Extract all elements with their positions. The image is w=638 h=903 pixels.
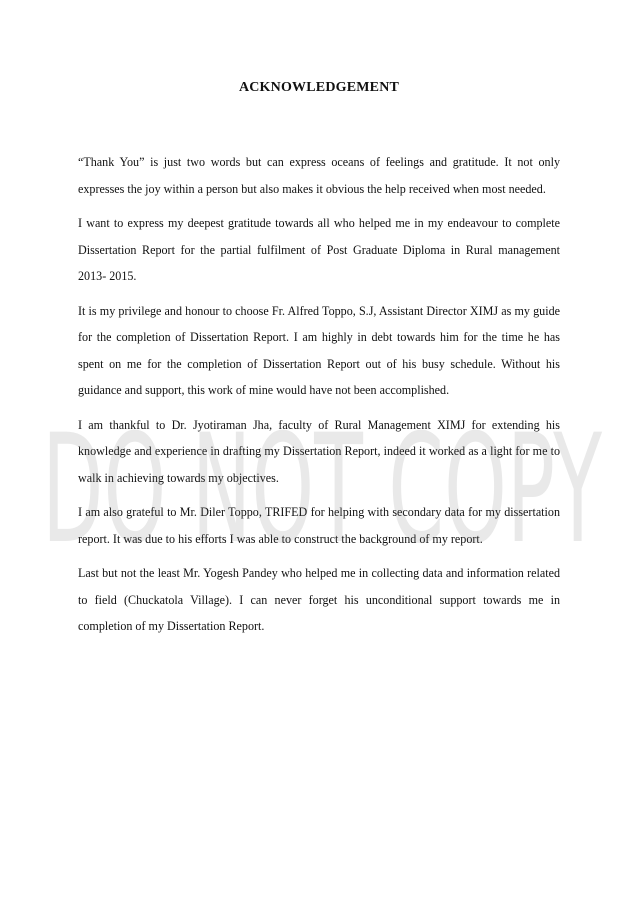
watermark-text: DO NOT COPY bbox=[42, 403, 603, 566]
paragraph-field-support: Last but not the least Mr. Yogesh Pandey who helped me in collecting data and information related to field (Chuckatola Village). I can never forget his unconditional support towards me in completion of my Dissertation Report. bbox=[78, 566, 560, 633]
acknowledgement-body bbox=[78, 149, 560, 648]
paragraph-thank-you: “Thank You” is just two words but can express oceans of feelings and gratitude. It not only expresses the joy within a person but also makes it obvious the help received when most needed. bbox=[78, 155, 560, 196]
page-title: ACKNOWLEDGEMENT bbox=[238, 80, 400, 95]
paragraph-guide: It is my privilege and honour to choose Fr. Alfred Toppo, S.J, Assistant Director XIMJ as my guide for the completion of Dissertation Report. I am highly in debt towards him for the time he has spent on me for the completion of Dissertation Report out of his busy schedule. Without his guidance and support, this work of mine would have not been accomplished. bbox=[78, 303, 560, 397]
paragraph-secondary-data: I am also grateful to Mr. Diler Toppo, TRIFED for helping with secondary data for my dissertation report. It was due to his efforts I was able to construct the background of my report. bbox=[78, 505, 560, 546]
paragraph-gratitude: I want to express my deepest gratitude towards all who helped me in my endeavour to complete Dissertation Report for the partial fulfilment of Post Graduate Diploma in Rural management 2013- 2015. bbox=[78, 216, 560, 283]
paragraph-faculty: I am thankful to Dr. Jyotiraman Jha, faculty of Rural Management XIMJ for extending his knowledge and experience in drafting my Dissertation Report, indeed it worked as a light for me to walk in achieving towards my objectives. bbox=[78, 417, 560, 485]
